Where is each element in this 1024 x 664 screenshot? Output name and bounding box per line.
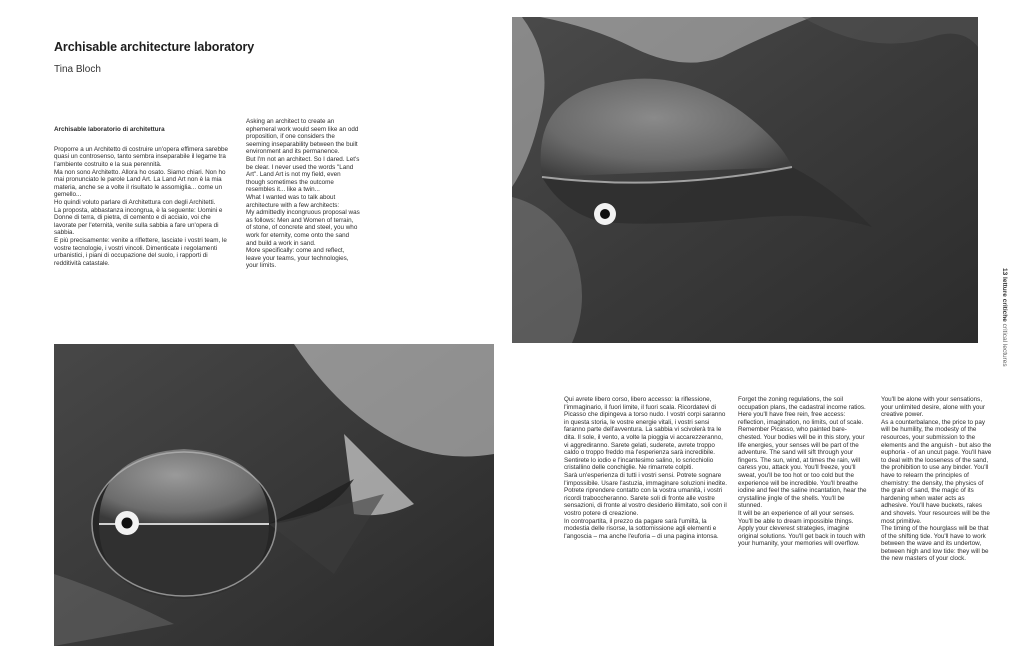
italian-column-heading: Archisable laboratorio di architettura [54, 125, 165, 133]
english-column-1: Asking an architect to create an ephemeral work would seem like an odd proposition, if one considers the seeming inseparability between the built environment and its permanence. But I'm not an architect. So I dared. Let's be clear. I never used the words "Land Art". Land Art is not my field, even though sometimes the outcome resembles it... like a twin... What I wanted was to talk about architecture with a few architects: My admittedly incongruous proposal was as follows: Men and Women of terrain, of stone, of concrete and steel, you who work for eternity, come onto the sand and build a work in sand. More specifically: come and reflect, leave your teams, your technologies, your limits. [246, 118, 360, 270]
italian-column-2: Qui avrete libero corso, libero accesso: la riflessione, l'immaginario, il fuori limite, il fuori scala. Ricordatevi di Picasso che dipingeva a torso nudo. I vostri corpi saranno in questa storia, le vostre energie vitali, i vostri sensi faranno parte dell'avventura. La sabbia vi scivolerà tra le dita. Il sole, il vento, a volte la pioggia vi accarezzeranno, vi aggrediranno. Sarete gelati, suderete, avrete troppo caldo o troppo freddo ma l'esperienza sarà incredibile. Sentirete lo iodio e l'incantesimo salino, lo scricchiolio cristallino delle conchiglie. Ne rimarrete colpiti. Sarà un'esperienza di tutti i vostri sensi. Potrete sognare l'impossibile. Usare l'astuzia, immaginare soluzioni inedite. Potrete riprendere contatto con la vostra umanità, i vostri ricordi traboccheranno. Sarete soli di fronte alle vostre sensazioni, di fronte al vostro desiderio illimitato, soli con il vostro potere di creazione. In contropartita, il prezzo da pagare sarà l'umiltà, la modestia delle risorse, la sottomissione agli elementi e l'angoscia – ma anche l'euforia – di una pagina intonsa. [564, 396, 728, 540]
sand-sculpture-photo-top [512, 17, 978, 343]
page-number: 13 [1001, 268, 1008, 276]
italian-column-1 [54, 118, 229, 318]
series-name-english: critical lectures [1001, 323, 1008, 367]
english-column-3: You'll be alone with your sensations, your unlimited desire, alone with your creative power. As a counterbalance, the price to pay will be humility, the modesty of the resources, your submission to the elements and the anguish - but also the euphoria - of an uncut page. You'll have to deal with the looseness of the sand, the prohibition to use any binder. You'll have to relearn the principles of chemistry: the density, the physics of the grain of sand, the magic of its hardening when water acts as adhesive. You'll have buckets, rakes and shovels. Your resources will be the most primitive. The timing of the hourglass will be that of the shifting tide. You'll have to work between the wave and its undertow, between high and low tide: they will be the new masters of your clock. [881, 396, 992, 563]
running-footer [1001, 268, 1008, 367]
english-column-2: Forget the zoning regulations, the soil occupation plans, the cadastral income ratios. Here you'll have free rein, free access: reflection, imagination, no limits, out of scale. Remember Picasso, who painted bare-chested. Your bodies will be in this story, your life energies, your senses will be part of the adventure. The sand will sift through your fingers. The sun, wind, at times the rain, will caress you, attack you. You'll freeze, you'll sweat, you'll be too hot or too cold but the experience will be incredible. You'll breathe iodine and feel the saline incantation, hear the crystalline jingle of the shells. You'll be stunned. It will be an experience of all your senses. You'll be able to dream impossible things. Apply your cleverest strategies, imagine original solutions. You'll get back in touch with your humanity, your memories will overflow. [738, 396, 867, 548]
article-author: Tina Bloch [54, 64, 101, 75]
sand-sculpture-image-top [512, 17, 978, 343]
italian-column-1-text: Proporre a un Architetto di costruire un'opera effimera sarebbe quasi un controsenso, tanto sembra inseparabile il legame tra l'ambiente costruito e la sua perennità. Ma non sono Architetto. Allora ho osato. Siamo chiari. Non ho mai pronunciato le parole Land Art. La Land Art non è la mia materia, anche se a volte il risultato le assomiglia... come un gemello... Ho quindi voluto parlare di Architettura con degli Architetti. La proposta, abbastanza incongrua, è la seguente: Uomini e Donne di terra, di pietra, di cemento e di acciaio, voi che lavorate per l'eternità, venite sulla sabbia a fare un'opera di sabbia. E più precisamente: venite a riflettere, lasciate i vostri team, le vostre tecnologie, i vostri vincoli. Dimenticate i regolamenti urbanistici, i piani di occupazione del suolo, i rapporti di redditività catastale. [54, 145, 228, 267]
sand-sculpture-image-bottom [54, 344, 494, 646]
article-title: Archisable architecture laboratory [54, 40, 255, 54]
sand-sculpture-photo-bottom [54, 344, 494, 646]
series-name: letture critiche [1001, 277, 1008, 322]
